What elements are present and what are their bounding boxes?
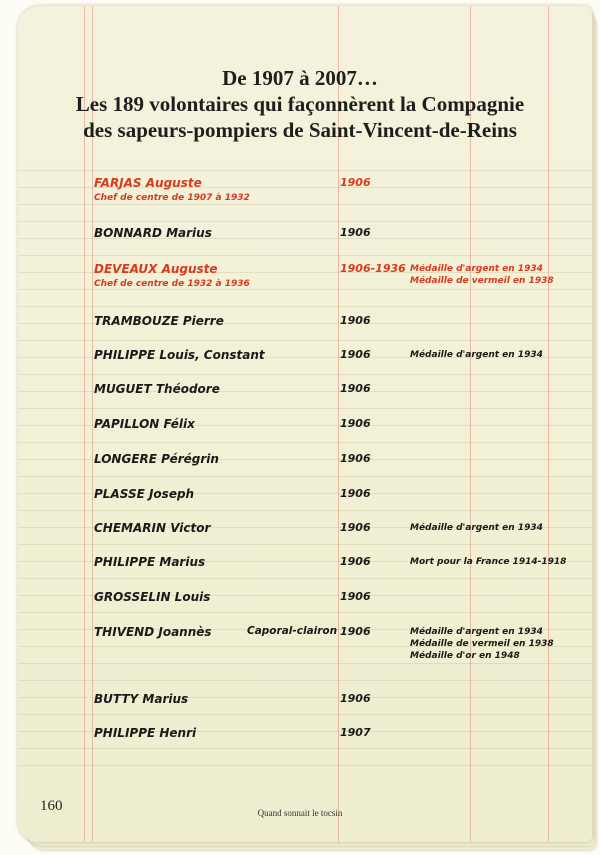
award-line: Médaille de vermeil en 1938 (410, 639, 554, 649)
volunteer-awards (410, 626, 554, 662)
award-line: Médaille d'argent en 1934 (410, 627, 543, 637)
roster-row (0, 176, 600, 216)
roster-row (0, 555, 600, 595)
volunteer-name: PAPILLON Félix (94, 417, 195, 431)
volunteer-year: 1906 (340, 452, 371, 465)
volunteer-name: PHILIPPE Marius (94, 555, 206, 569)
volunteer-name: MUGUET Théodore (94, 382, 220, 396)
ledger-line (18, 170, 592, 171)
volunteer-awards (410, 349, 543, 361)
volunteer-name: PHILIPPE Louis, Constant (94, 348, 265, 362)
ledger-line (18, 306, 592, 307)
roster-row (0, 226, 600, 266)
volunteer-year: 1906 (340, 692, 371, 705)
volunteer-name: PLASSE Joseph (94, 487, 195, 501)
award-line: Médaille d'argent en 1934 (410, 264, 543, 274)
volunteer-awards (410, 556, 566, 568)
volunteer-name: BUTTY Marius (94, 692, 189, 706)
volunteer-year: 1906 (340, 382, 371, 395)
title-line: De 1907 à 2007… (222, 66, 378, 90)
volunteer-year: 1906 (340, 555, 371, 568)
volunteer-role: Caporal-clairon (247, 625, 338, 637)
ledger-line (18, 221, 592, 222)
award-line: Médaille d'argent en 1934 (410, 523, 543, 533)
volunteer-name: LONGERE Pérégrin (94, 452, 219, 466)
volunteer-year: 1906 (340, 487, 371, 500)
volunteer-name: TRAMBOUZE Pierre (94, 314, 224, 328)
volunteer-note: Chef de centre de 1932 à 1936 (94, 279, 250, 289)
roster-row (0, 590, 600, 630)
volunteer-year: 1906 (340, 590, 371, 603)
ledger-line (18, 680, 592, 681)
roster-row (0, 452, 600, 492)
volunteer-name: PHILIPPE Henri (94, 726, 197, 740)
volunteer-year: 1906 (340, 625, 371, 638)
volunteer-year: 1906 (340, 417, 371, 430)
volunteer-year: 1906 (340, 176, 371, 189)
award-line: Médaille d'argent en 1934 (410, 350, 543, 360)
award-line: Médaille d'or en 1948 (410, 651, 520, 661)
title-line: des sapeurs-pompiers de Saint-Vincent-de-Reins (83, 118, 517, 142)
volunteer-note: Chef de centre de 1907 à 1932 (94, 193, 250, 203)
volunteer-name: GROSSELIN Louis (94, 590, 211, 604)
volunteer-year: 1906-1936 (340, 262, 406, 275)
volunteer-year: 1906 (340, 521, 371, 534)
footer-title: Quand sonnait le tocsin (257, 808, 343, 818)
volunteer-name: FARJAS Auguste (94, 176, 202, 190)
roster-row (0, 625, 600, 665)
roster-row (0, 417, 600, 457)
award-line: Médaille de vermeil en 1938 (410, 276, 554, 286)
volunteer-year: 1907 (340, 726, 371, 739)
volunteer-year: 1906 (340, 348, 371, 361)
title-line: Les 189 volontaires qui façonnèrent la Compagnie (75, 92, 525, 116)
roster-row (0, 382, 600, 422)
page-number: 160 (40, 798, 63, 814)
roster-row (0, 726, 600, 766)
volunteer-awards (410, 522, 543, 534)
volunteer-name: BONNARD Marius (94, 226, 212, 240)
volunteer-name: CHEMARIN Victor (94, 521, 211, 535)
award-line: Mort pour la France 1914-1918 (410, 557, 567, 567)
roster-row (0, 262, 600, 302)
volunteer-name: DEVEAUX Auguste (94, 262, 218, 276)
volunteer-awards (410, 263, 554, 287)
volunteer-name: THIVEND Joannès (94, 625, 212, 639)
volunteer-year: 1906 (340, 226, 371, 239)
volunteer-year: 1906 (340, 314, 371, 327)
